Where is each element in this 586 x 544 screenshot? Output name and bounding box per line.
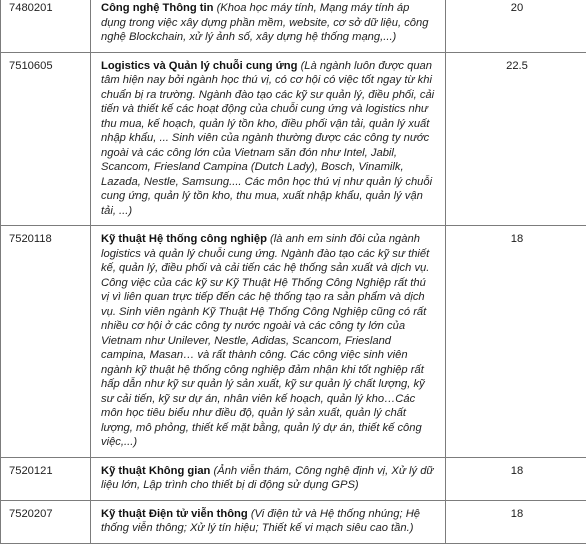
table-row [1,52,586,226]
program-description: (Là ngành luôn được quan tâm hiện nay bởi ngành học thú vị, có cơ hội có việc tốt ngay từ khi chuẩn bị ra trường. Ngành đào tạo các kỹ sư quản lý, điều phối, cải tiến và thiết kế các hoạt động của chuỗi cung ứng và logistics như thu mua, kế hoạch, quản lý tồn kho, điều phối vận tải, quản lý xuất nhập khẩu, ... Sinh viên của ngành thường được các công ty nước ngoài và các công lớn của Vietnam săn đón như Intel, Jabil, Scancom, Friesland Campina (Dutch Lady), Bosch, Vinamilk, Lazada, Nestle, Samsung.... Các môn học thú vị như quản lý chuỗi cung ứng, quản lý tồn kho, thu mua, xuất nhập khẩu, quản lý vận tải, ...) [101,60,434,217]
program-score: 18 [446,226,586,458]
program-description: (Khoa học máy tính, Mạng máy tính áp dụng trong việc xây dựng phần mềm, website, cơ sở dữ liệu, công nghệ Blockchain, xử lý ảnh số, xây dựng hệ thống mạng,...) [101,2,428,43]
program-description: (Vi điện tử và Hệ thống nhúng; Hệ thống viễn thông; Xử lý tín hiệu; Thiết kế vi mạch siêu cao tần.) [101,508,420,535]
program-description-cell [91,0,446,52]
program-name: Kỹ thuật Không gian [101,465,210,477]
program-name: Kỹ thuật Hệ thống công nghiệp [101,233,267,245]
program-code: 7480201 [1,0,91,52]
program-description: (là anh em sinh đôi của ngành logistics và quản lý chuỗi cung ứng. Ngành đào tạo các kỹ sư thiết kế, quản lý, điều phối và cải tiến các hệ thống sản xuất và dịch vụ. Công việc của các kỹ sư Kỹ Thuật Hệ Thống Công Nghiệp rất thú vị vì liên quan trực tiếp đến các hệ thống tạo ra sản phẩm và dịch vụ. Sinh viên ngành Kỹ Thuật Hệ Thống Công Nghiệp cũng có rất nhiều cơ hội ở các công ty nước ngoài và các công ty lớn của Vietnam như Unilever, Nestle, Adidas, Scancom, Friesland campina, Masan… và rất thành công. Các công việc sinh viên ngành kỹ thuật hệ thống công nghiệp đảm nhận khi tốt nghiệp rất hấp dẫn như kỹ sư quản lý sản xuất, kỹ sư quản lý chất lượng, kỹ sư cải tiến, kỹ sư dự án, nhân viên kế hoạch, quản lý kho…Các môn học tiêu biểu như điều độ, quản lý sản xuất, quản lý chất lượng, mô phỏng, thiết kế mặt bằng, quản lý dự án, thiết kế công việc,...) [101,233,429,448]
program-code: 7520118 [1,226,91,458]
program-name: Công nghệ Thông tin [101,2,213,14]
program-description-cell [91,500,446,543]
program-score: 18 [446,500,586,543]
table-row [1,0,586,52]
program-score: 20 [446,0,586,52]
program-code: 7520121 [1,457,91,500]
program-description-cell [91,457,446,500]
program-name: Kỹ thuật Điện tử viễn thông [101,508,248,520]
program-description: (Ảnh viễn thám, Công nghệ định vị, Xử lý dữ liệu lớn, Lập trình cho thiết bị di động sử dụng GPS) [101,465,434,492]
program-score: 22.5 [446,52,586,226]
table-row [1,226,586,458]
program-score: 18 [446,457,586,500]
program-code: 7520207 [1,500,91,543]
program-name: Logistics và Quản lý chuỗi cung ứng [101,60,297,72]
table-row [1,500,586,543]
table-row [1,457,586,500]
program-code: 7510605 [1,52,91,226]
program-description-cell [91,226,446,458]
program-description-cell [91,52,446,226]
